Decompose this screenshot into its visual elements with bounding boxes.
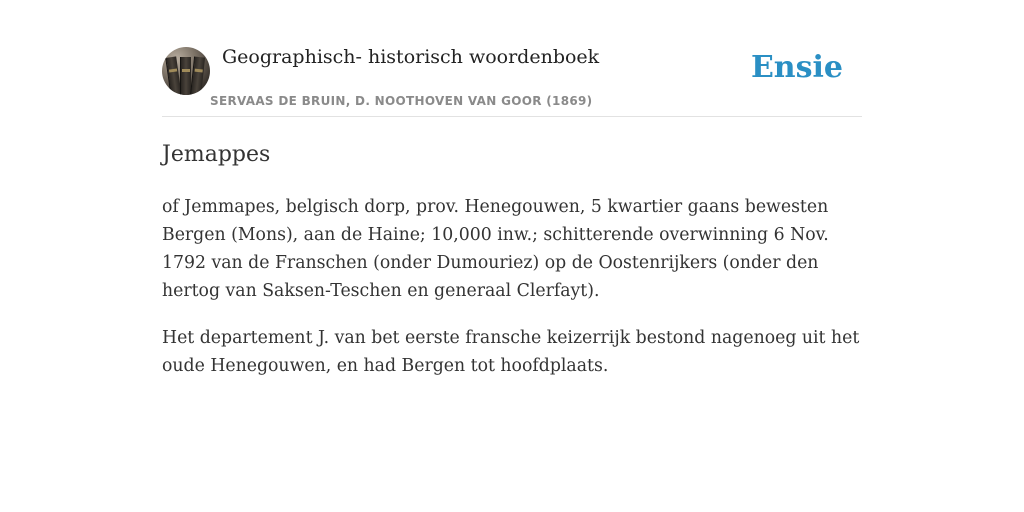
source-title[interactable]: Geographisch- historisch woordenboek [222,46,600,68]
book-spine-icon [190,57,205,95]
entry-content [162,138,862,380]
book-cover-avatar[interactable] [162,47,210,95]
entry-title: Jemappes [162,142,271,167]
header [162,40,862,117]
book-spine-icon [180,57,191,95]
source-authors: SERVAAS DE BRUIN, D. NOOTHOVEN VAN GOOR (1869) [210,94,593,108]
entry-paragraph: of Jemmapes, belgisch dorp, prov. Henegouwen, 5 kwartier gaans bewesten Bergen (Mons), aan de Haine; 10,000 inw.; schitterende overwinning 6 Nov. 1792 van de Franschen (onder Dumouriez) op de Oostenrijkers (onder den hertog van Saksen-Teschen en generaal Clerfayt). [162,197,829,301]
entry-paragraph: Het departement J. van bet eerste fransche keizerrijk bestond nagenoeg uit het oude Henegouwen, en had Bergen tot hoofdplaats. [162,328,860,376]
ensie-logo-link[interactable]: Ensie [750,50,843,85]
